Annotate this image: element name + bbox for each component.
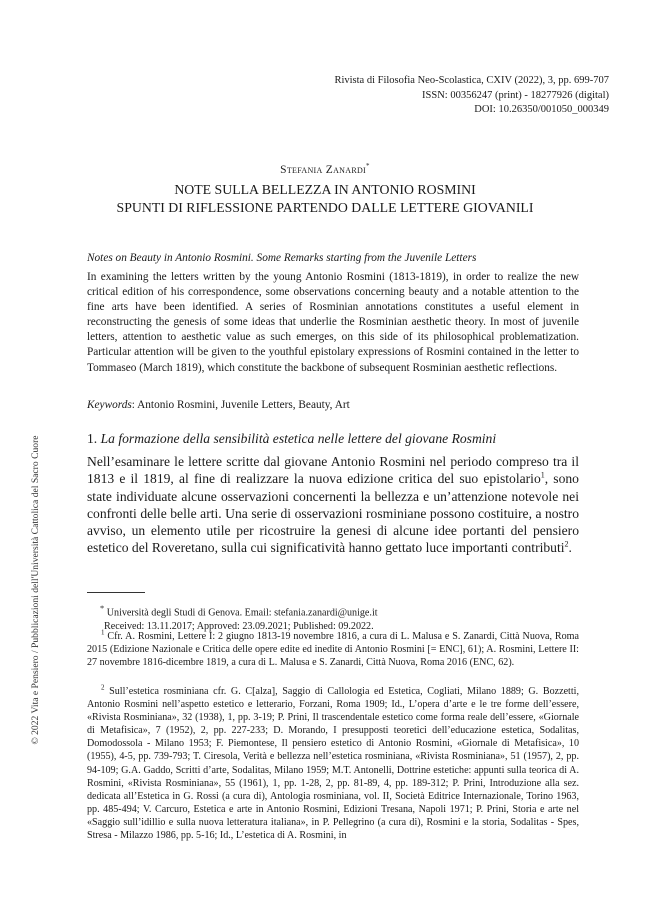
issn-line: ISSN: 00356247 (print) - 18277926 (digital): [422, 89, 609, 101]
body-text-part2: , sono state individuate alcune osservazioni concernenti la bellezza e un’attenzione notevole nei confronti delle belle arti. Una serie di osservazioni rosminiane possono costituire, a nostro avviso, un elemento utile per ricostruire la genesi di alcune idee portanti del pensiero estetico del Roveretano, sulla cui significatività hanno gettato luce importanti contributi: [87, 471, 579, 556]
footnote-divider: [87, 592, 145, 593]
keywords-text: : Antonio Rosmini, Juvenile Letters, Beauty, Art: [131, 399, 350, 411]
abstract: In examining the letters written by the young Antonio Rosmini (1813-1819), in order to realize the new critical edition of his correspondence, some observations concerning beauty and a notable attention to the fine arts have been identified. A series of Rosminian annotations constitutes a useful element in reconstructing the genesis of some ideas that underlie the Rosminian aesthetic theory. In most of juvenile letters, attention to aesthetic value as such emerges, on this side of its philosophical problematization. Particular attention will be given to the youthful epistolary expressions of Rosmini contained in the letter to Tommaseo (March 1819), which constitute the backbone of subsequent Rosminian aesthetic reflections.: [87, 271, 579, 374]
article-title: [0, 181, 650, 217]
footnote-2-text: Sull’estetica rosminiana cfr. G. C[alza], Saggio di Callologia ed Estetica, Cogliati, Milano 1889; G. Bozzetti, Antonio Rosmini nell’aspetto estetico e letterario, Forzani, Roma 1909; Id., L’opera d’arte e le tre forme dell’essere, «Rivista Rosminiana», 32 (1938), 1, pp. 3-19; P. Prini, Il trascendentale estetico come forma reale dell’essere, «Giornale di Metafisica», 7 (1952), 2, pp. 227-233; D. Morando, I presupposti teoretici dell’educazione estetica, Sodalitas, Domodossola - Milano 1953; F. Piemontese, Il pensiero estetico di Antonio Rosmini, «Giornale di Metafisica», 10 (1955), 4-5, pp. 739-793; T. Ciresola, Verità e bellezza nell’estetica rosminiana, «Rivista Rosminiana», 51 (1957), 2, pp. 94-109; G.A. Gaddo, Scritti d’arte, Sodalitas, Milano 1959; M.T. Antonelli, Dottrine estetiche: appunti sulla teorica di A. Rosmini, «Rivista Rosminiana», 55 (1961), 1, pp. 1-28, 2, pp. 81-89, 4, pp. 189-312; P. Prini, Introduzione alla sez. dedicata all’Estetica in G. Rossi (a cura di), Antologia rosminiana, vol. II, Società Editrice Internazionale, Torino 1963, pp. 485-494; V. Carcuro, Estetica e arte in Antonio Rosmini, Edizioni Tresana, Napoli 1971; P. Prini, Storia e arte nel «Saggio sull’idillio e sulla nuova letteratura italiana», in P. Pellegrino (a cura di), Rosmini e la storia, Sodalitas - Spes, Stresa - Milazzo 1986, pp. 5-16; Id., L’estetica di A. Rosmini, in: [87, 686, 579, 842]
affiliation-line-1: Università degli Studi di Genova. Email: stefania.zanardi@unige.it: [104, 607, 378, 619]
title-line-2: SPUNTI DI RIFLESSIONE PARTENDO DALLE LETTERE GIOVANILI: [116, 200, 534, 215]
footnote-1-text: Cfr. A. Rosmini, Lettere I: 2 giugno 1813-19 novembre 1816, a cura di L. Malusa e S. Zanardi, Città Nuova, Roma 2015 (Edizione Nazionale e Critica delle opere edite ed inedite di Antonio Rosmini [= ENC], 61); A. Rosmini, Lettere II: 27 novembre 1816-dicembre 1819, a cura di L. Malusa e S. Zanardi, Città Nuova, Roma 2016 (ENC, 62).: [87, 631, 579, 669]
english-title: Notes on Beauty in Antonio Rosmini. Some Remarks starting from the Juvenile Letters: [87, 252, 477, 264]
footnote-1-mark: 1: [101, 628, 105, 637]
journal-citation: Rivista di Filosofia Neo-Scolastica, CXIV (2022), 3, pp. 699-707: [334, 75, 609, 86]
affiliation-mark: *: [100, 604, 105, 613]
footnote-2: [87, 685, 579, 842]
footnote-2-mark: 2: [101, 683, 105, 692]
keywords-label: Keywords: [87, 399, 132, 411]
title-line-1: NOTE SULLA BELLEZZA IN ANTONIO ROSMINI: [174, 182, 476, 197]
publication-meta: [334, 74, 609, 118]
footnote-1: [87, 630, 579, 669]
copyright-side-note: © 2022 Vita e Pensiero / Pubblicazioni dell'Università Cattolica del Sacro Cuore: [30, 435, 41, 745]
author-name-text: Stefania Zanardi: [280, 163, 367, 176]
author-mark: *: [366, 162, 370, 170]
keywords: [87, 399, 579, 411]
section-title: La formazione della sensibilità estetica nelle lettere del giovane Rosmini: [100, 431, 497, 446]
section-heading: [87, 431, 579, 447]
affiliation-note: [100, 602, 578, 633]
footnote-ref-1[interactable]: 1: [540, 470, 545, 480]
doi-line: DOI: 10.26350/001050_000349: [474, 104, 609, 115]
body-paragraph: [87, 453, 579, 557]
body-text-part1: Nell’esaminare le lettere scritte dal giovane Antonio Rosmini nel periodo compreso tra il 1813 e il 1819, al fine di realizzare la nuova edizione critica del suo epistolario: [87, 454, 579, 487]
body-text-part3: .: [568, 540, 572, 556]
section-number: 1.: [87, 431, 101, 446]
author-name: [0, 162, 650, 176]
footnote-ref-2[interactable]: 2: [564, 539, 569, 549]
affiliation-line-2: Received: 13.11.2017; Approved: 23.09.2021; Published: 09.2022.: [104, 620, 374, 632]
